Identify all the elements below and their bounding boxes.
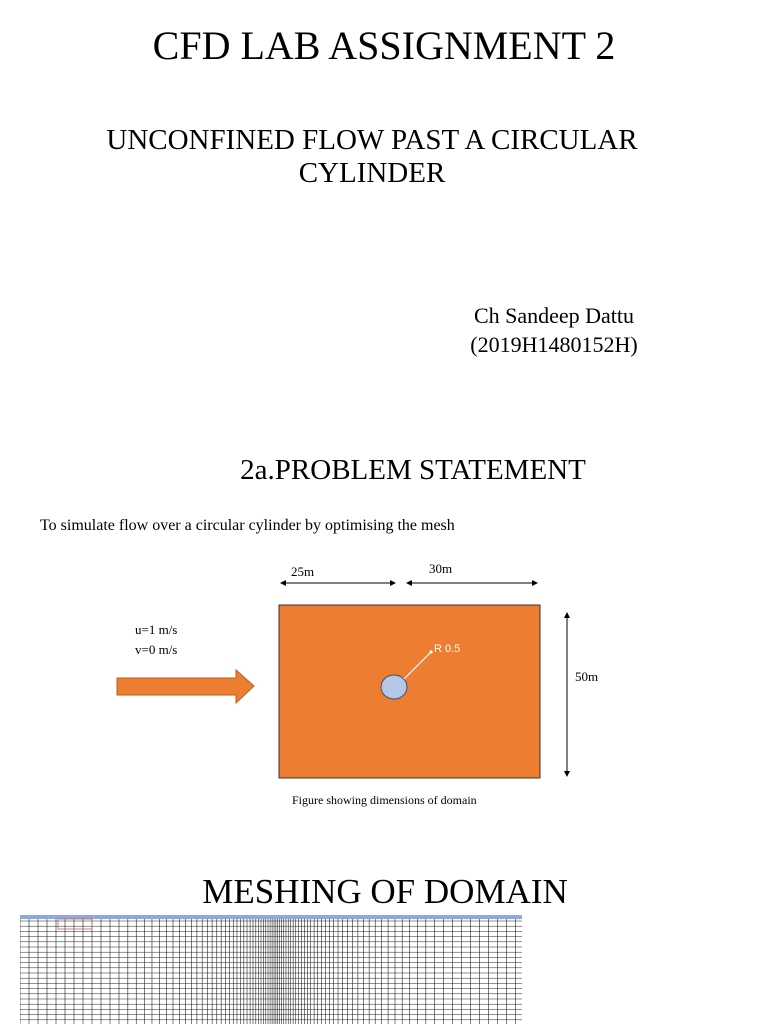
radius-endpoint [429,650,432,653]
author-name: Ch Sandeep Dattu [473,303,635,328]
problem-statement-text: To simulate flow over a circular cylinder by optimising the mesh [40,517,455,534]
mesh-grid [20,915,522,1024]
inlet-flow-arrow [117,670,254,703]
domain-rectangle [279,605,540,778]
document-title: CFD LAB ASSIGNMENT 2 [152,23,616,68]
dim-height-label: 50m [575,669,599,684]
inlet-u-label: u=1 m/s [135,622,178,637]
cylinder [381,675,407,699]
radius-label: R 0.5 [434,643,461,655]
figure-caption: Figure showing dimensions of domain [292,793,477,807]
dim-upstream-label: 25m [291,564,315,579]
author-id: (2019H1480152H) [470,332,638,357]
author-block [444,301,664,359]
problem-statement-heading: 2a.PROBLEM STATEMENT [240,454,586,486]
dim-downstream-label: 30m [429,561,453,576]
meshing-heading: MESHING OF DOMAIN [202,872,568,911]
document-subtitle: UNCONFINED FLOW PAST A CIRCULAR CYLINDER [106,124,638,189]
mesh-top-bar [20,915,522,919]
domain-figure [0,555,768,815]
mesh-image [20,915,522,1024]
inlet-v-label: v=0 m/s [135,642,178,657]
